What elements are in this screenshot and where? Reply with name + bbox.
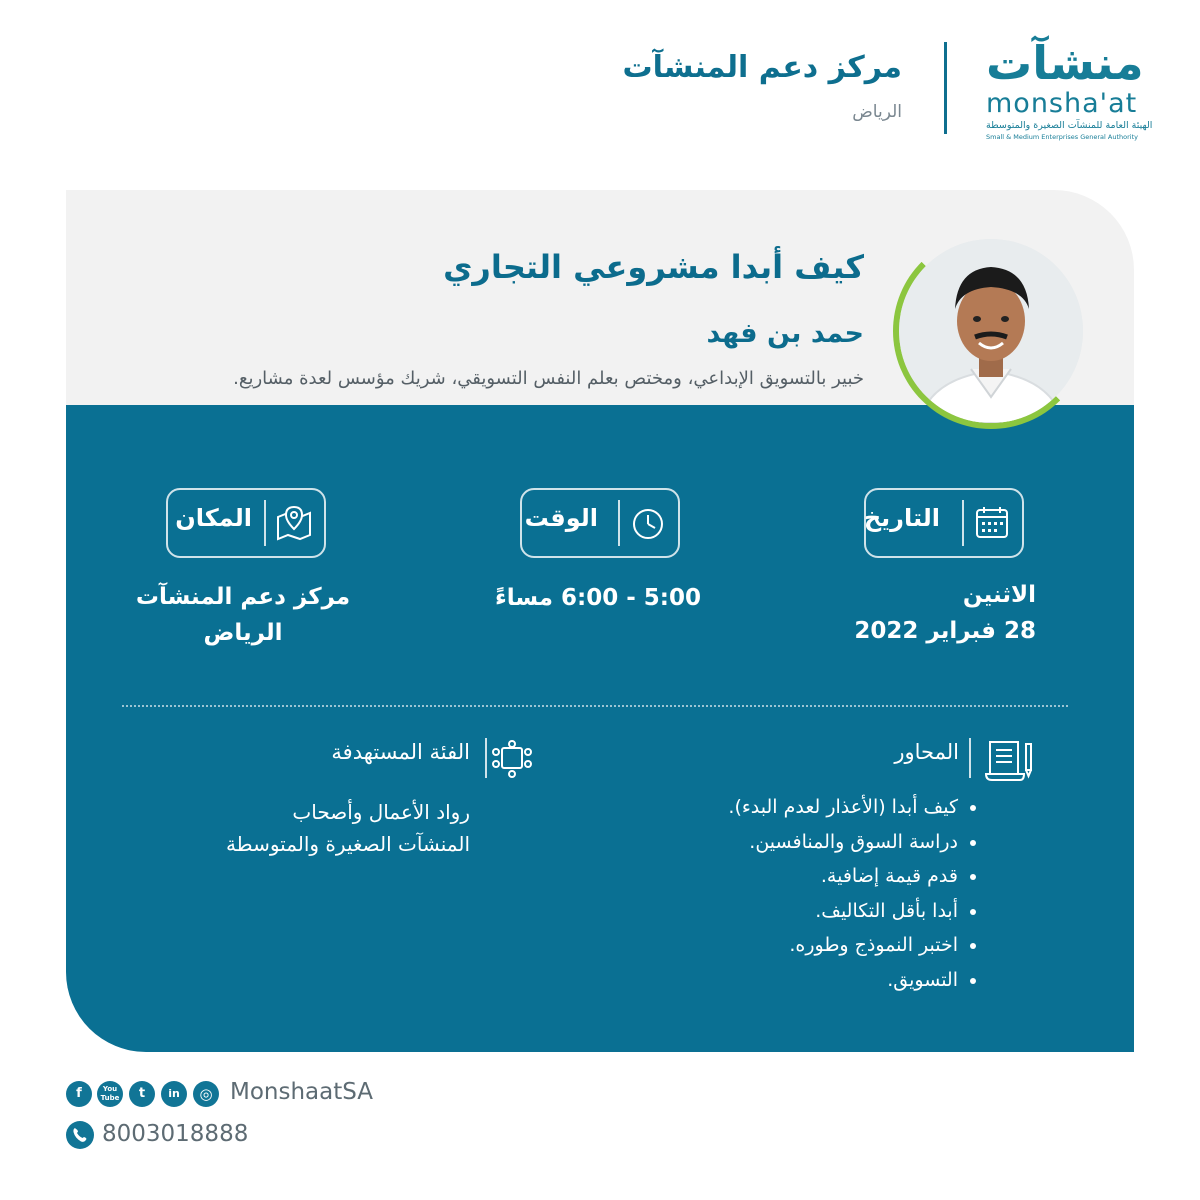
place-box xyxy=(166,488,326,558)
time-value: 5:00 - 6:00 مساءً xyxy=(494,585,702,611)
time-box xyxy=(520,488,680,558)
map-pin-icon xyxy=(274,503,314,543)
speaker-avatar xyxy=(899,239,1083,423)
logo-subtitle-english: Small & Medium Enterprises General Authority xyxy=(986,133,1138,141)
time-box-divider xyxy=(618,500,620,546)
center-title: مركز دعم المنشآت xyxy=(622,50,902,85)
youtube-icon[interactable]: You Tube xyxy=(97,1081,123,1107)
speaker-bio: خبير بالتسويق الإبداعي، ومختص بعلم النفس التسويقي، شريك مؤسس لعدة مشاريع. xyxy=(233,368,864,389)
audience-line2: المنشآت الصغيرة والمتوسطة xyxy=(225,832,470,856)
place-value xyxy=(120,579,366,651)
date-value xyxy=(854,577,1036,649)
audience-text xyxy=(226,796,470,860)
logo-subtitle-arabic: الهيئة العامة للمنشآت الصغيرة والمتوسطة xyxy=(986,120,1153,131)
meeting-group-icon xyxy=(488,738,536,780)
facebook-icon[interactable]: f xyxy=(66,1081,92,1107)
axes-title: المحاور xyxy=(894,740,959,764)
header-divider xyxy=(944,42,947,134)
audience-line1: رواد الأعمال وأصحاب xyxy=(292,800,470,824)
linkedin-icon[interactable]: in xyxy=(161,1081,187,1107)
twitter-icon[interactable]: t xyxy=(129,1081,155,1107)
phone-icon xyxy=(66,1121,94,1149)
calendar-icon xyxy=(972,503,1012,543)
list-item: • أبدا بأقل التكاليف. xyxy=(728,894,958,929)
center-city: الرياض xyxy=(852,102,902,122)
clock-icon xyxy=(628,503,668,543)
phone-number[interactable]: 8003018888 xyxy=(102,1121,249,1147)
list-item: • كيف أبدا (الأعذار لعدم البدء). xyxy=(728,790,958,825)
date-box-divider xyxy=(962,500,964,546)
section-divider xyxy=(122,705,1068,707)
place-label: المكان xyxy=(175,504,252,532)
axes-divider xyxy=(969,738,971,778)
date-day: الاثنين xyxy=(962,582,1036,608)
audience-divider xyxy=(485,738,487,778)
axes-list xyxy=(728,790,982,997)
audience-title: الفئة المستهدفة xyxy=(331,740,470,764)
time-label: الوقت xyxy=(524,504,598,532)
place-line1: مركز دعم المنشآت xyxy=(135,584,351,610)
date-full: 28 فبراير 2022 xyxy=(854,618,1036,644)
speaker-photo-icon xyxy=(899,239,1083,423)
social-handle[interactable]: MonshaatSA xyxy=(230,1079,374,1105)
speaker-name: حمد بن فهد xyxy=(706,318,864,349)
date-label: التاريخ xyxy=(863,504,940,532)
logo-english: monsha'at xyxy=(986,88,1138,119)
event-title: كيف أبدا مشروعي التجاري xyxy=(443,248,864,286)
list-item: • التسويق. xyxy=(728,963,958,998)
document-pen-icon xyxy=(984,736,1034,782)
list-item: • دراسة السوق والمنافسين. xyxy=(728,825,958,860)
date-box xyxy=(864,488,1024,558)
list-item: • اختبر النموذج وطوره. xyxy=(728,928,958,963)
list-item: • قدم قيمة إضافية. xyxy=(728,859,958,894)
phone-handset-icon xyxy=(66,1121,94,1149)
logo-arabic: منشآت xyxy=(986,36,1144,90)
place-box-divider xyxy=(264,500,266,546)
place-line2: الرياض xyxy=(203,620,283,646)
instagram-icon[interactable]: ◎ xyxy=(193,1081,219,1107)
